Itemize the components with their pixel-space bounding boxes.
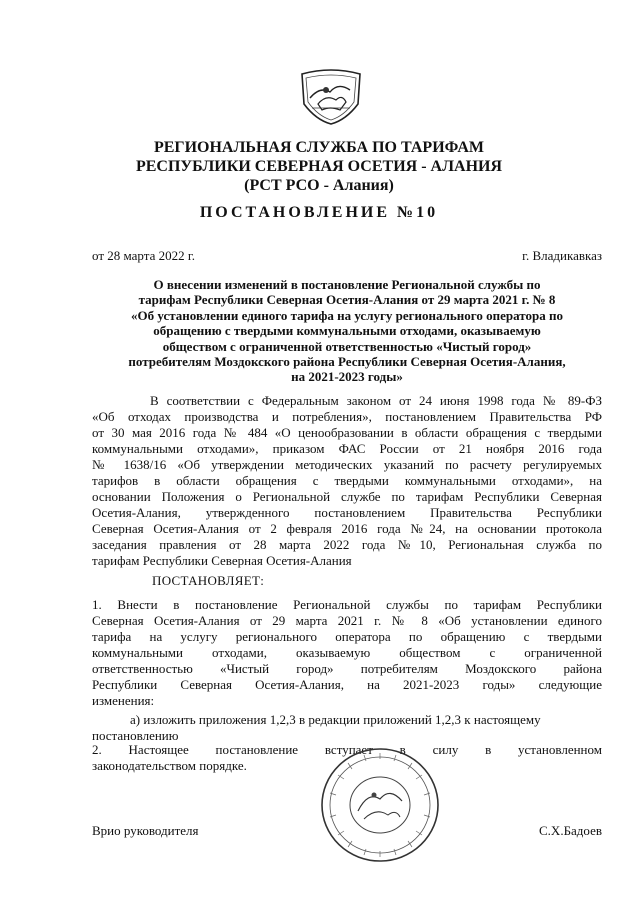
subject-line: О внесении изменений в постановление Региональной службы по — [153, 277, 541, 292]
subject-line: обращению с твердыми коммунальными отходами, оказываемую — [153, 323, 541, 339]
org-abbreviation: (РСТ РСО - Алания) — [244, 177, 394, 194]
preamble-line: тарифам Республики Северная Осетия-Алания — [92, 553, 352, 568]
resolves-heading: ПОСТАНОВЛЯЕТ: — [152, 573, 265, 588]
item-2-line: 2. Настоящее постановление вступает в силу в установленном — [92, 742, 602, 757]
preamble-line: основании Положения о Региональной службе по тарифам Республики Северная — [92, 489, 602, 504]
document-title: ПОСТАНОВЛЕНИЕ №10 — [199, 204, 439, 221]
signer-title: Врио руководителя — [92, 823, 199, 838]
item-2-line: законодательством порядке. — [92, 758, 247, 773]
preamble-line: «Об отходах производства и потребления», постановлением Правительства РФ — [92, 409, 602, 424]
subject-line: «Об установлении единого тарифа на услугу регионального оператора по — [131, 307, 563, 323]
document-subject — [92, 277, 602, 385]
preamble-line: тарифов в области обращения с твердыми коммунальными отходами», на — [92, 473, 602, 488]
org-name-line-2: РЕСПУБЛИКИ СЕВЕРНАЯ ОСЕТИЯ - АЛАНИЯ — [135, 158, 503, 175]
subject-line: потребителям Моздокского района Республики Северная Осетия-Алания, — [128, 354, 566, 370]
item-1a-line: постановлению — [92, 728, 179, 743]
preamble-line: Осетия-Алания, утвержденного постановлением Правительства Республики — [92, 505, 602, 520]
item-1-line: Северная Осетия-Алания от 29 марта 2021 г. № 8 «Об установлении единого — [92, 613, 602, 628]
preamble-line: заседания правления от 28 марта 2022 года №10, Региональная служба по — [92, 537, 602, 552]
subject-line: тарифам Республики Северная Осетия-Алания от 29 марта 2021 г. № 8 — [138, 292, 556, 308]
item-1a-line: а) изложить приложения 1,2,3 в редакции приложений 1,2,3 к настоящему — [130, 712, 541, 727]
document-city: г. Владикавказ — [522, 248, 602, 263]
coat-of-arms-icon — [296, 64, 366, 126]
item-1-line: 1. Внести в постановление Региональной службы по тарифам Республики — [92, 597, 602, 612]
preamble-line: Северная Осетия-Алания от 2 февраля 2016 года №24, на основании протокола — [92, 521, 602, 536]
item-1-line: изменения: — [92, 693, 155, 708]
signer-name: С.Х.Бадоев — [539, 823, 602, 838]
subject-line: обществом с ограниченной ответственностью «Чистый город» — [162, 338, 532, 354]
item-1-line: тарифа на услугу регионального оператора по обращению с твердыми — [92, 629, 602, 644]
document-date: от 28 марта 2022 г. — [92, 248, 195, 263]
item-1-line: Республики Северная Осетия-Алания, на 2021-2023 годы» следующие — [92, 677, 602, 692]
item-1-line: коммунальными отходами, оказываемую обществом с ограниченной — [92, 645, 602, 660]
official-seal-icon — [318, 745, 442, 865]
subject-line: на 2021-2023 годы» — [291, 369, 403, 385]
preamble-line: В соответствии с Федеральным законом от 24 июня 1998 года № 89-ФЗ — [150, 393, 602, 408]
item-1-line: ответственностью «Чистый город» потребителям Моздокского района — [92, 661, 602, 676]
preamble-line: № 1638/16 «Об утверждении методических указаний по расчету регулируемых — [92, 457, 602, 472]
preamble-line: от 30 мая 2016 года № 484 «О ценообразовании в области обращения с твердыми — [92, 425, 602, 440]
item-1a — [92, 712, 602, 744]
item-1 — [92, 597, 602, 709]
org-name-line-1: РЕГИОНАЛЬНАЯ СЛУЖБА ПО ТАРИФАМ — [153, 139, 485, 156]
preamble — [92, 393, 602, 569]
preamble-line: коммунальными отходами», приказом ФАС России от 21 ноября 2016 года — [92, 441, 602, 456]
